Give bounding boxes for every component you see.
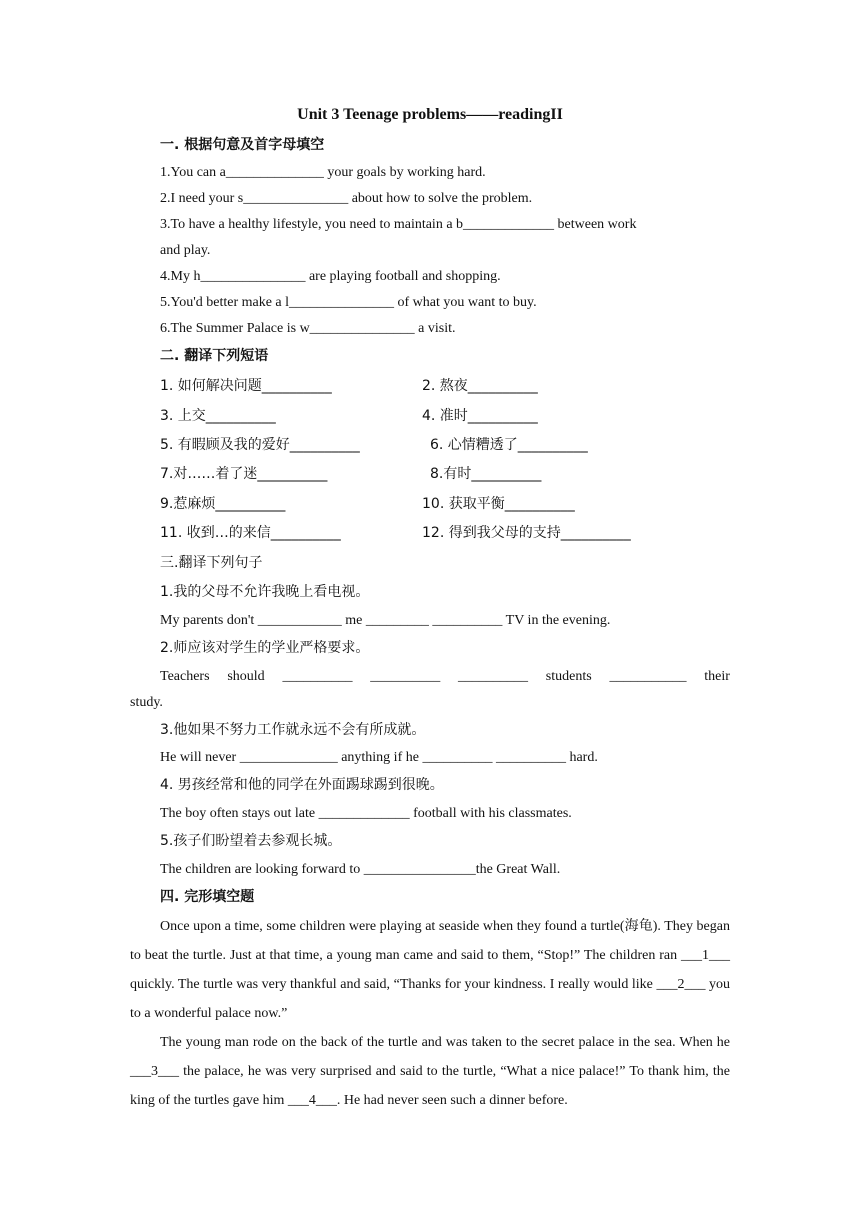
cloze-paragraph: The young man rode on the back of the turtle and was taken to the secret palace in the sea. When he ___3___ the palace, he was very surprised and said to the turtle, “What a nice palace!” To thank him, the king of the turtles gave him ___4___. He had never seen such a dinner before. bbox=[130, 1035, 730, 1108]
blank: __________ bbox=[458, 669, 529, 684]
blank: __________ bbox=[370, 669, 441, 684]
phrase-item: 6. 心情糟透了__________ bbox=[430, 437, 588, 453]
sentence-chinese: 2.师应该对学生的学业严格要求。 bbox=[160, 640, 370, 656]
section3-heading: 三.翻译下列句子 bbox=[160, 555, 263, 571]
phrase-item: 5. 有暇顾及我的爱好__________ bbox=[160, 437, 360, 453]
section1-item-continued: and play. bbox=[160, 243, 211, 258]
section1-item: 6.The Summer Palace is w_______________ a visit. bbox=[160, 321, 456, 336]
word: their bbox=[704, 669, 730, 684]
section1-item: 2.I need your s_______________ about how to solve the problem. bbox=[160, 191, 533, 206]
word: Teachers bbox=[160, 669, 210, 684]
section1-item: 4.My h_______________ are playing football and shopping. bbox=[160, 269, 501, 284]
word: should bbox=[227, 669, 265, 684]
phrase-item: 2. 熬夜__________ bbox=[422, 378, 538, 394]
sentence-english: My parents don't ____________ me _________ __________ TV in the evening. bbox=[160, 613, 611, 628]
section2-heading: 二. 翻译下列短语 bbox=[160, 348, 269, 364]
page-title: Unit 3 Teenage problems——readingII bbox=[297, 106, 563, 123]
phrase-item: 10. 获取平衡__________ bbox=[422, 496, 575, 512]
phrase-item: 1. 如何解决问题__________ bbox=[160, 378, 332, 394]
section4-heading: 四. 完形填空题 bbox=[160, 889, 255, 905]
blank: __________ bbox=[282, 669, 353, 684]
section1-item: 5.You'd better make a l_______________ of what you want to buy. bbox=[160, 295, 537, 310]
sentence-english: He will never ______________ anything if he __________ __________ hard. bbox=[160, 750, 598, 765]
sentence-english: The boy often stays out late _____________ football with his classmates. bbox=[160, 806, 572, 821]
sentence-english: The children are looking forward to ________________the Great Wall. bbox=[160, 862, 561, 877]
phrase-item: 12. 得到我父母的支持__________ bbox=[422, 525, 631, 541]
cloze-paragraph: Once upon a time, some children were playing at seaside when they found a turtle(海龟). They began to beat the turtle. Just at that time, a young man came and said to them, “Stop!” The children ran ___1___ quickly. The turtle was very thankful and said, “Thanks for your kindness. I really would like ___2___ you to a wonderful palace now.” bbox=[130, 919, 730, 1021]
blank: ___________ bbox=[609, 669, 687, 684]
sentence-english-justified bbox=[160, 667, 730, 687]
phrase-item: 3. 上交__________ bbox=[160, 408, 276, 424]
phrase-item: 4. 准时__________ bbox=[422, 408, 538, 424]
phrase-item: 9.惹麻烦__________ bbox=[160, 496, 286, 512]
phrase-item: 11. 收到…的来信__________ bbox=[160, 525, 341, 541]
sentence-chinese: 4. 男孩经常和他的同学在外面踢球踢到很晚。 bbox=[160, 777, 444, 793]
section1-heading: 一. 根据句意及首字母填空 bbox=[160, 137, 325, 153]
word: students bbox=[545, 669, 592, 684]
sentence-chinese: 5.孩子们盼望着去参观长城。 bbox=[160, 833, 342, 849]
sentence-chinese: 1.我的父母不允许我晚上看电视。 bbox=[160, 584, 370, 600]
section1-item: 3.To have a healthy lifestyle, you need to maintain a b_____________ between work bbox=[160, 217, 637, 232]
section1-item: 1.You can a______________ your goals by working hard. bbox=[160, 165, 486, 180]
phrase-item: 7.对……着了迷__________ bbox=[160, 466, 328, 482]
sentence-chinese: 3.他如果不努力工作就永远不会有所成就。 bbox=[160, 722, 426, 738]
sentence-english-continued: study. bbox=[130, 695, 163, 710]
phrase-item: 8.有时__________ bbox=[430, 466, 542, 482]
